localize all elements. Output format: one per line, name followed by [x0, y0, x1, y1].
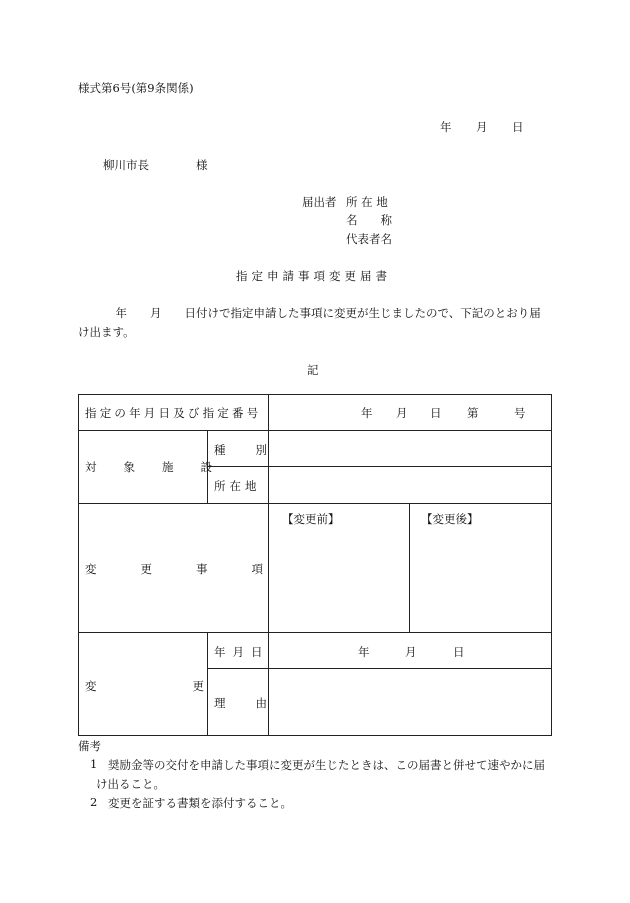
designation-go: 号 [514, 406, 526, 420]
table-border-bottom [78, 735, 552, 736]
note-2-text: 変更を証する書類を添付すること。 [108, 796, 292, 810]
reason-label: 理由 [214, 696, 297, 710]
applicant-address-label: 所 在 地 [346, 195, 388, 209]
table-line-row1 [78, 430, 552, 431]
table-line-row3 [78, 632, 552, 633]
change-date-month: 月 [405, 645, 417, 659]
change-date-day: 日 [453, 645, 465, 659]
addressee-name: 柳川市長 [103, 158, 149, 172]
facility-type-label: 種別 [214, 443, 297, 457]
designation-month: 月 [396, 406, 408, 420]
notes-heading: 備考 [78, 739, 101, 753]
table-line-row2 [78, 503, 552, 504]
applicant-name-label: 名 称 [346, 213, 392, 227]
note-2-number: 2 [90, 795, 98, 809]
note-1-number: 1 [90, 757, 98, 771]
designation-dai: 第 [467, 406, 479, 420]
after-label: 【変更後】 [421, 512, 479, 526]
table-border-left [78, 394, 79, 736]
addressee-honorific: 様 [196, 158, 208, 172]
document-title: 指定申請事項変更届書 [236, 269, 391, 283]
facility-address-label: 所在地 [214, 479, 261, 493]
applicant-label: 届出者 [302, 195, 337, 209]
before-label: 【変更前】 [282, 512, 340, 526]
table-line-change-mid [207, 668, 552, 669]
designation-year: 年 [361, 406, 373, 420]
table-border-top [78, 394, 552, 395]
change-date-label: 年月日 [214, 645, 270, 659]
body-line-2: け出ます。 [78, 325, 135, 339]
facility-label: 対象施設 [85, 460, 239, 474]
note-1-line-1: 奨励金等の交付を申請した事項に変更が生じたときは、この届書と併せて速やかに届 [108, 758, 545, 772]
ki-heading: 記 [307, 363, 319, 377]
table-line-facility-mid [207, 466, 552, 467]
date-day-label: 日 [512, 120, 524, 134]
date-year-label: 年 [440, 120, 452, 134]
table-line-before-after [409, 503, 410, 632]
change-items-label: 変更事項 [85, 562, 307, 576]
note-1-line-2: け出ること。 [96, 777, 165, 791]
designation-label: 指定の年月日及び指定番号 [85, 406, 262, 420]
details-table [78, 394, 552, 736]
designation-day: 日 [430, 406, 442, 420]
applicant-representative-label: 代表者名 [346, 232, 392, 246]
form-number: 様式第6号(第9条関係) [78, 81, 194, 95]
table-border-right [551, 394, 552, 736]
date-month-label: 月 [476, 120, 488, 134]
change-date-year: 年 [358, 645, 370, 659]
body-line-1: 年 月 日付けで指定申請した事項に変更が生じましたので、下記のとおり届 [104, 306, 541, 320]
change-label: 変更 [85, 679, 300, 693]
